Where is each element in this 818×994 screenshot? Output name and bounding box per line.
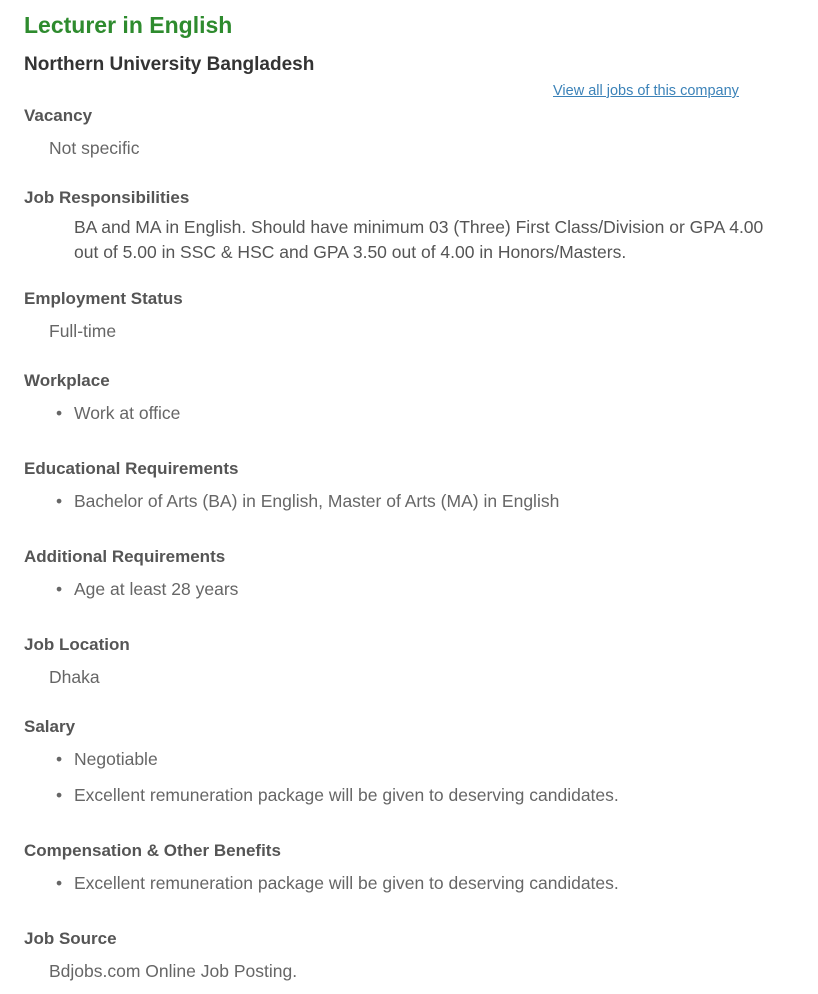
salary-item: [56, 749, 158, 770]
additional-item: [56, 579, 238, 600]
employment-status-value: Full-time: [49, 321, 117, 341]
workplace-item: [56, 403, 180, 424]
additional-item-text: Age at least 28 years: [74, 579, 239, 599]
education-item: [56, 491, 559, 512]
education-item-text: Bachelor of Arts (BA) in English, Master of Arts (MA) in English: [74, 491, 560, 511]
responsibilities-text: BA and MA in English. Should have minimum 03 (Three) First Class/Division or GPA 4.00 out of 5.00 in SSC & HSC and GPA 3.50 out of 4.00 in Honors/Masters.: [74, 217, 764, 262]
source-value: Bdjobs.com Online Job Posting.: [49, 961, 298, 981]
source-heading: Job Source: [24, 929, 117, 948]
company-name: Northern University Bangladesh: [24, 54, 315, 75]
vacancy-heading: Vacancy: [24, 106, 93, 125]
salary-item-text: Excellent remuneration package will be given to deserving candidates.: [74, 785, 619, 805]
view-all-jobs-link[interactable]: View all jobs of this company: [553, 83, 739, 99]
benefits-item: [56, 873, 619, 894]
workplace-item-text: Work at office: [74, 403, 181, 423]
location-value: Dhaka: [49, 667, 100, 687]
salary-item: [56, 785, 619, 806]
salary-heading: Salary: [24, 717, 76, 736]
responsibilities-heading: Job Responsibilities: [24, 188, 190, 207]
employment-status-heading: Employment Status: [24, 289, 183, 308]
additional-heading: Additional Requirements: [24, 547, 226, 566]
benefits-item-text: Excellent remuneration package will be given to deserving candidates.: [74, 873, 619, 893]
salary-item-text: Negotiable: [74, 749, 158, 769]
location-heading: Job Location: [24, 635, 130, 654]
workplace-heading: Workplace: [24, 371, 110, 390]
job-title: Lecturer in English: [24, 12, 233, 38]
vacancy-value: Not specific: [49, 138, 140, 158]
benefits-heading: Compensation & Other Benefits: [24, 841, 281, 860]
education-heading: Educational Requirements: [24, 459, 239, 478]
